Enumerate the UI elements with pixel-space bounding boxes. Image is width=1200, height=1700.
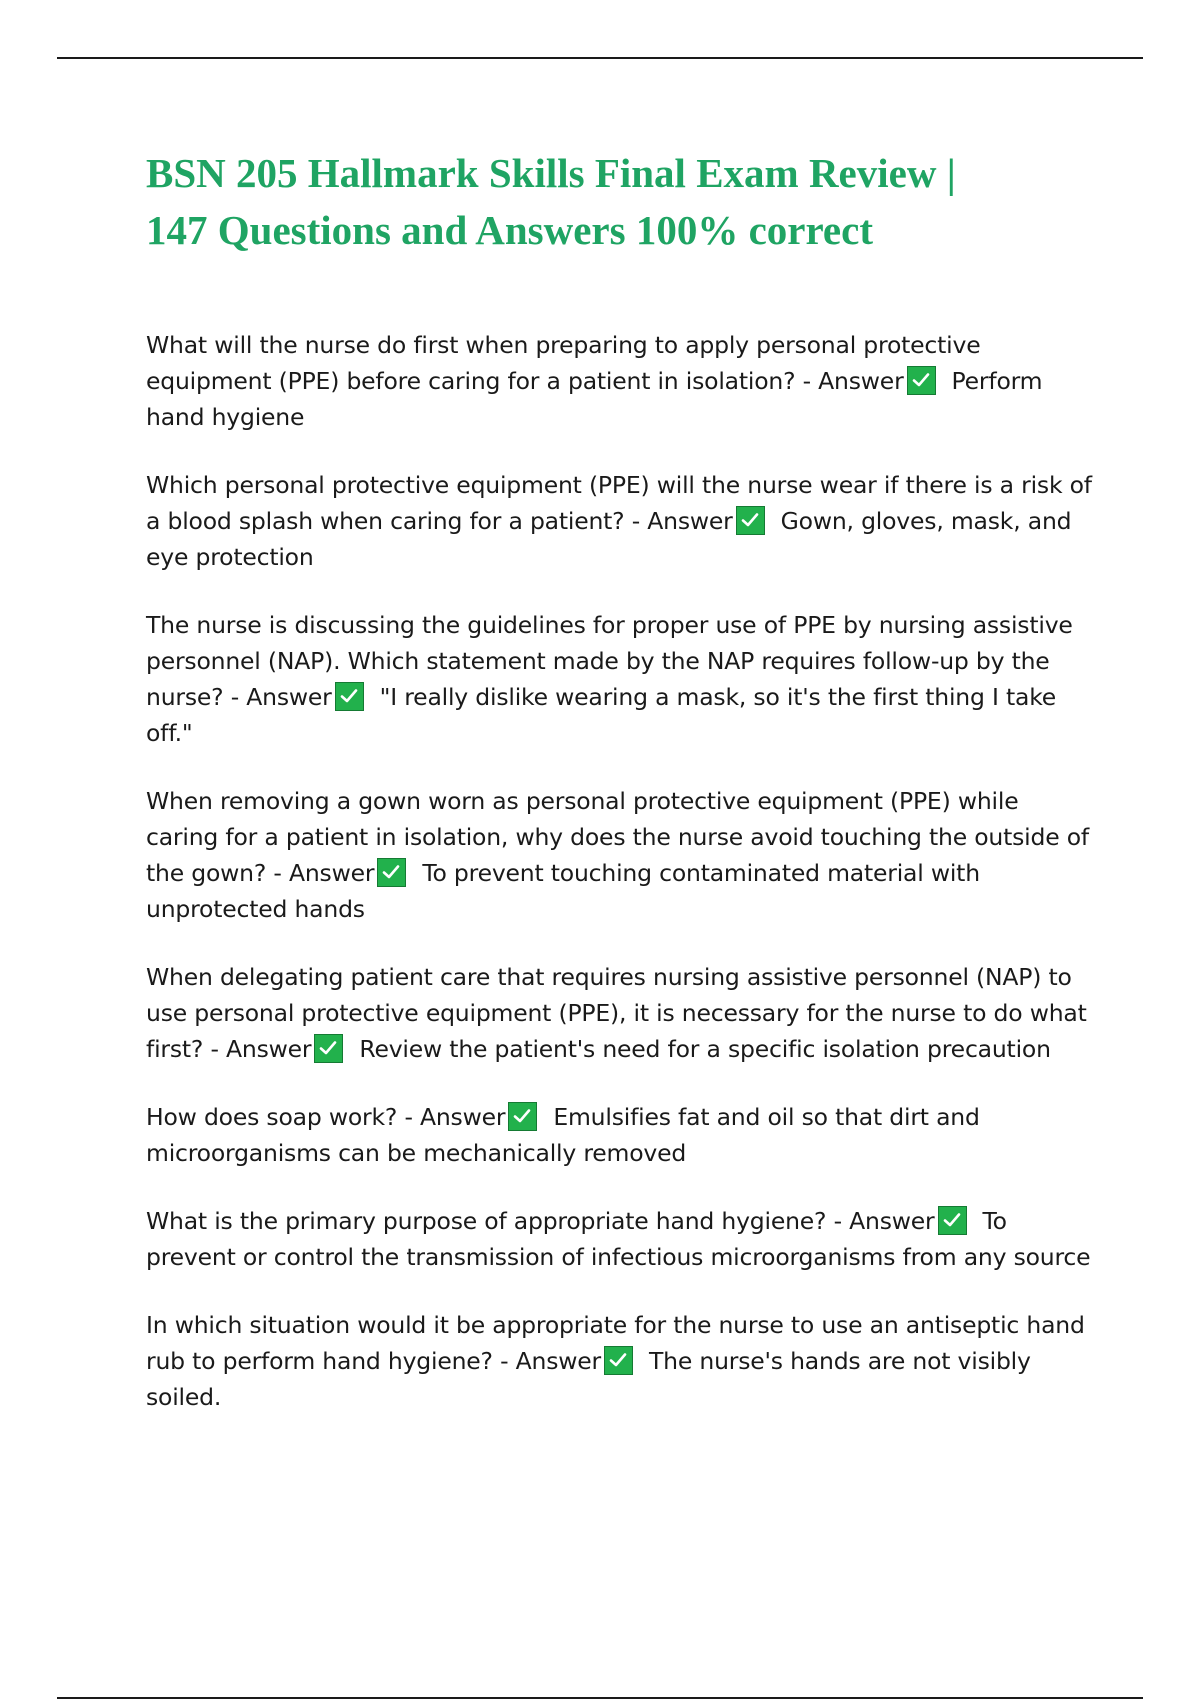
green-checkmark-icon [335, 682, 364, 711]
bottom-rule [57, 1697, 1143, 1699]
answer-text: The nurse's hands are not visibly soiled. [146, 1347, 1031, 1411]
qa-item [146, 467, 1096, 575]
green-checkmark-icon [508, 1102, 537, 1131]
answer-label: - Answer [404, 1103, 506, 1131]
answer-text: "I really dislike wearing a mask, so it's the first thing I take off." [146, 683, 1057, 747]
question-text: How does soap work? [146, 1103, 398, 1131]
green-checkmark-icon [314, 1034, 343, 1063]
qa-item [146, 1203, 1096, 1275]
title-line-1: BSN 205 Hallmark Skills Final Exam Review | [146, 150, 956, 196]
answer-text: Perform hand hygiene [146, 367, 1043, 431]
document-body [146, 145, 1096, 1447]
answer-label: - Answer [833, 1207, 935, 1235]
qa-item [146, 1307, 1096, 1415]
green-checkmark-icon [938, 1206, 967, 1235]
qa-item [146, 607, 1096, 751]
question-text: When delegating patient care that requires nursing assistive personnel (NAP) to use personal protective equipment (PPE), it is necessary for the nurse to do what first? [146, 963, 1087, 1063]
qa-list [146, 327, 1096, 1415]
title-line-2: 147 Questions and Answers 100% correct [146, 207, 873, 253]
qa-item [146, 783, 1096, 927]
question-text: What will the nurse do first when preparing to apply personal protective equipment (PPE) before caring for a patient in isolation? [146, 331, 981, 395]
question-text: What is the primary purpose of appropriate hand hygiene? [146, 1207, 827, 1235]
answer-label: - Answer [210, 1035, 312, 1063]
answer-text: Review the patient's need for a specific isolation precaution [359, 1035, 1051, 1063]
answer-text: Gown, gloves, mask, and eye protection [146, 507, 1072, 571]
answer-label: - Answer [230, 683, 332, 711]
answer-label: - Answer [273, 859, 375, 887]
answer-text: To prevent touching contaminated material with unprotected hands [146, 859, 980, 923]
answer-label: - Answer [631, 507, 733, 535]
question-text: When removing a gown worn as personal protective equipment (PPE) while caring for a patient in isolation, why does the nurse avoid touching the outside of the gown? [146, 787, 1089, 887]
green-checkmark-icon [604, 1346, 633, 1375]
top-rule [57, 57, 1143, 59]
green-checkmark-icon [736, 506, 765, 535]
answer-label: - Answer [802, 367, 904, 395]
qa-item [146, 1099, 1096, 1171]
answer-text: Emulsifies fat and oil so that dirt and microorganisms can be mechanically removed [146, 1103, 980, 1167]
answer-label: - Answer [500, 1347, 601, 1375]
qa-item [146, 959, 1096, 1067]
document-title [146, 145, 1096, 259]
qa-item [146, 327, 1096, 435]
question-text: In which situation would it be appropriate for the nurse to use an antiseptic hand rub to perform hand hygiene? [146, 1311, 1085, 1375]
green-checkmark-icon [377, 858, 406, 887]
question-text: Which personal protective equipment (PPE) will the nurse wear if there is a risk of a blood splash when caring for a patient? [146, 471, 1092, 535]
answer-text: To prevent or control the transmission of infectious microorganisms from any source [146, 1207, 1091, 1271]
question-text: The nurse is discussing the guidelines for proper use of PPE by nursing assistive personnel (NAP). Which statement made by the NAP requires follow-up by the nurse? [146, 611, 1073, 711]
green-checkmark-icon [907, 366, 936, 395]
